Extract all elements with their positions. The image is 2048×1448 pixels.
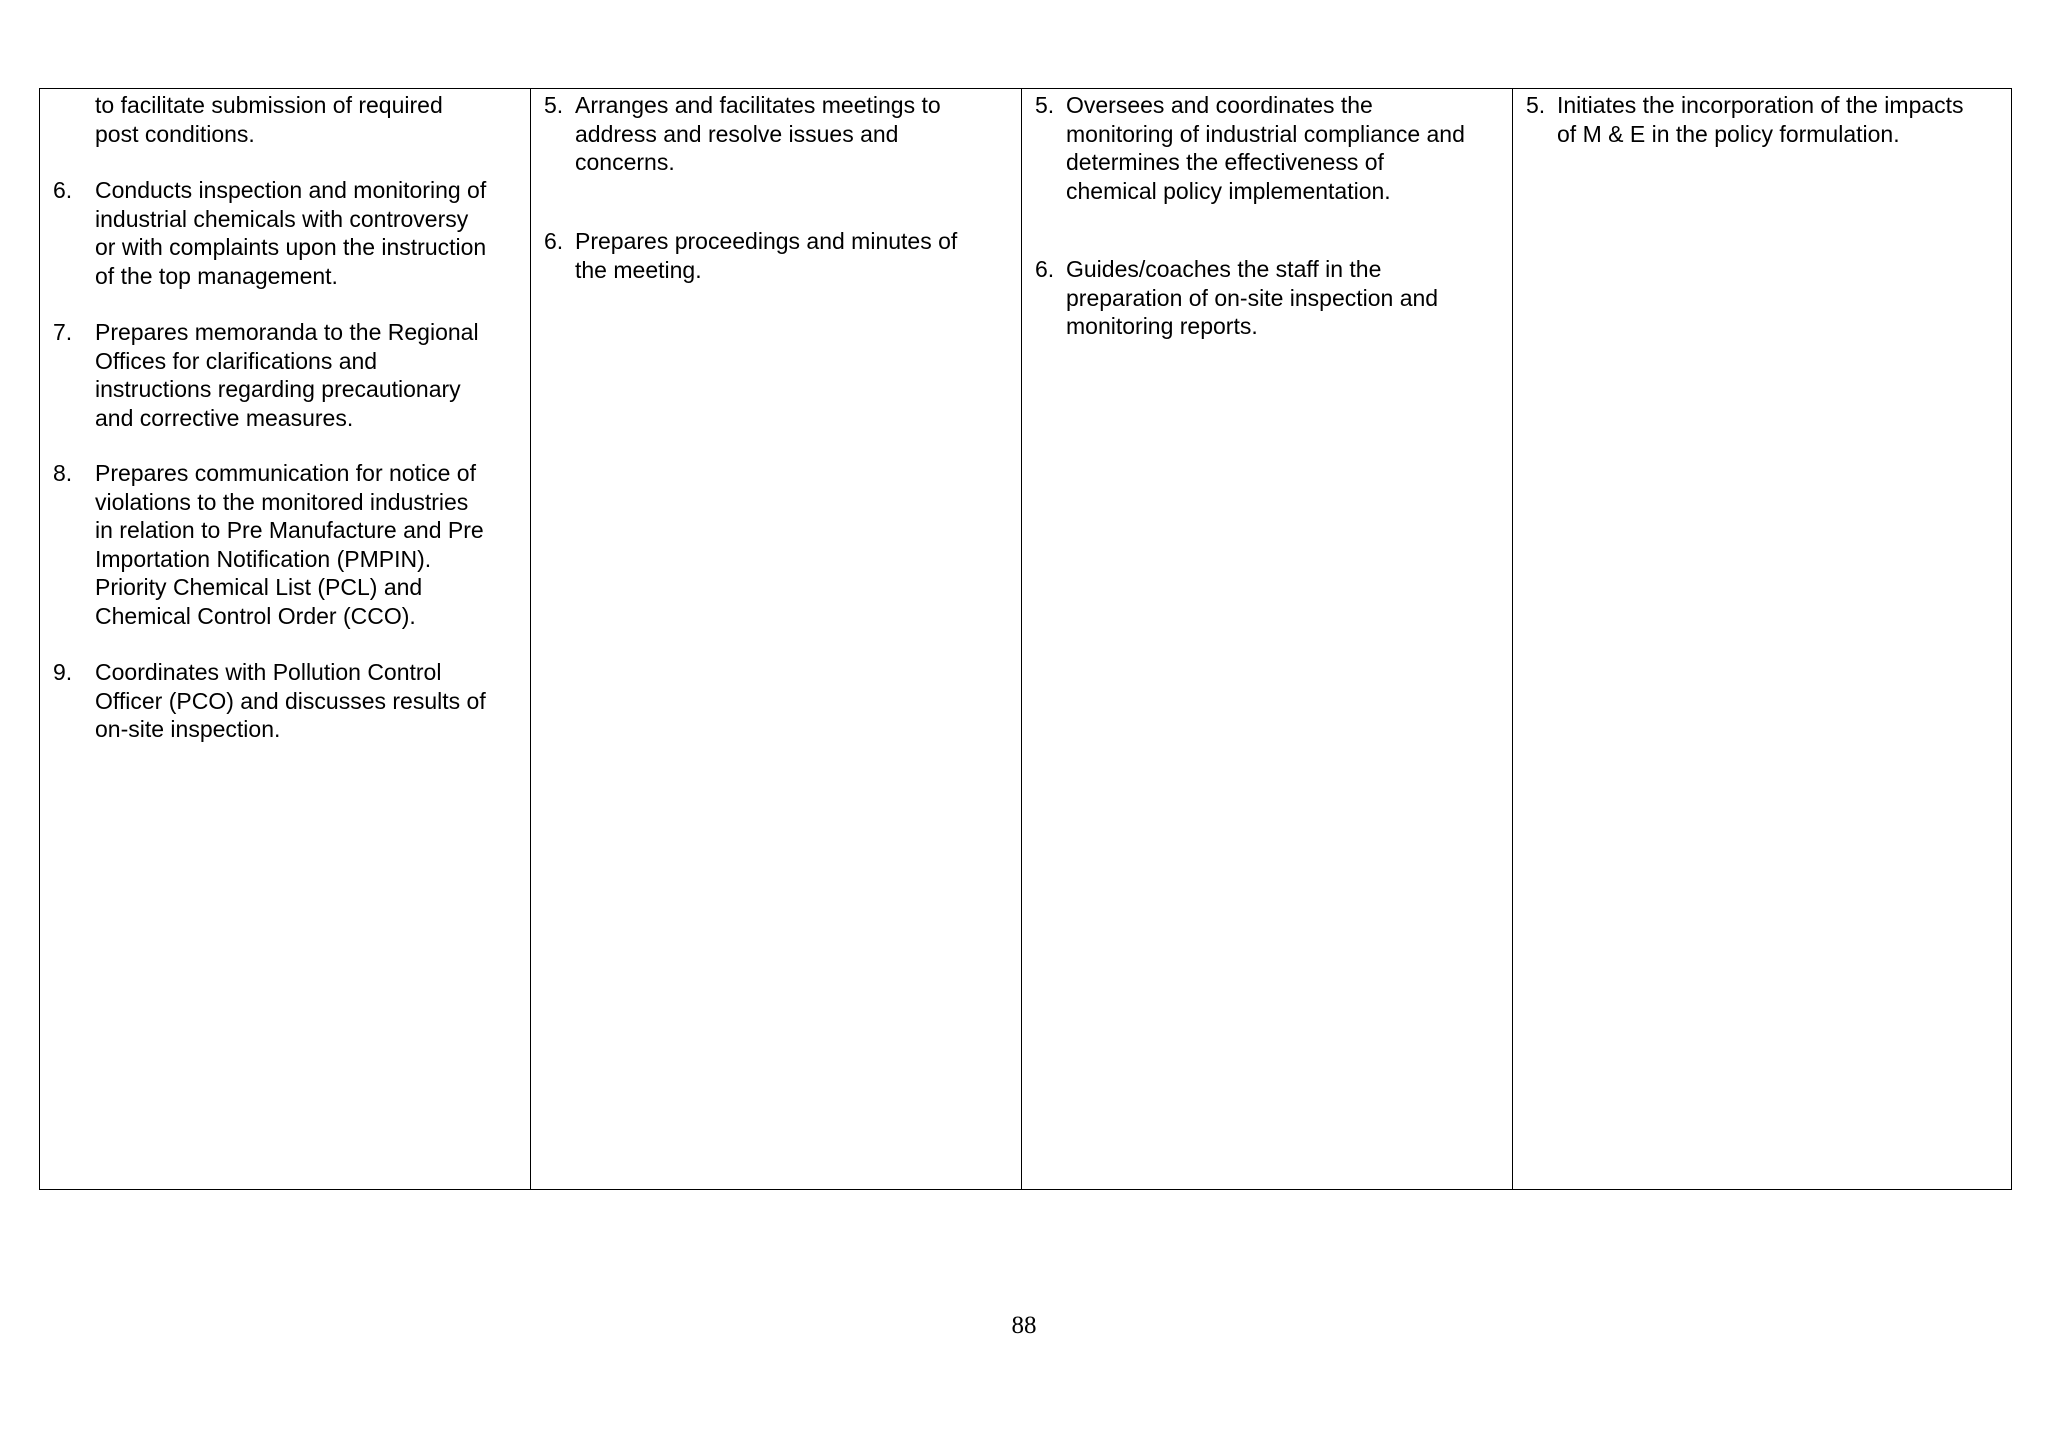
list-item-text: Prepares proceedings and minutes of the meeting. xyxy=(575,228,958,283)
list-item-number: 7. xyxy=(53,319,73,345)
list-item-text: Arranges and facilitates meetings to address and resolve issues and concerns. xyxy=(575,92,941,175)
list-item-number: 5. xyxy=(1035,92,1055,118)
list-item-number: 9. xyxy=(53,659,73,685)
list-item-text: Coordinates with Pollution Control Officer (PCO) and discusses results of on-site inspection. xyxy=(95,659,486,742)
list-item-text: to facilitate submission of required post conditions. xyxy=(95,92,443,147)
list-item-text: Prepares communication for notice of violations to the monitored industries in relation to Pre Manufacture and Pre Importation Notification (PMPIN). Priority Chemical List (PCL) and Chemical Control Order (CCO). xyxy=(95,460,484,629)
list-item-text: Oversees and coordinates the monitoring of industrial compliance and determines the effectiveness of chemical policy implementation. xyxy=(1066,92,1465,204)
list-item-text: Guides/coaches the staff in the preparation of on-site inspection and monitoring reports. xyxy=(1066,256,1439,339)
table-cell-col4 xyxy=(1513,89,2012,1190)
list-item-number: 6. xyxy=(1035,256,1055,282)
list-item xyxy=(53,658,523,744)
list-item-continuation xyxy=(53,91,523,148)
table-cell-col1 xyxy=(40,89,531,1190)
list-item-number: 6. xyxy=(53,177,73,203)
list-item xyxy=(53,459,523,630)
list-item-number: 6. xyxy=(544,228,564,254)
page-number: 88 xyxy=(1011,1312,1037,1339)
list-item xyxy=(544,227,1014,284)
list-item-text: Conducts inspection and monitoring of industrial chemicals with controversy or with complaints upon the instruction of the top management. xyxy=(95,177,487,289)
list-item xyxy=(544,91,1014,177)
list-item xyxy=(1035,91,1505,205)
table-cell-col3 xyxy=(1022,89,1513,1190)
duties-table xyxy=(39,88,2012,1190)
list-item xyxy=(1526,91,2011,148)
list-item-text: Initiates the incorporation of the impacts of M & E in the policy formulation. xyxy=(1557,92,1964,147)
table-cell-col2 xyxy=(531,89,1022,1190)
list-item-text: Prepares memoranda to the Regional Offices for clarifications and instructions regarding precautionary and corrective measures. xyxy=(95,319,479,431)
list-item xyxy=(53,318,523,432)
list-item-number: 8. xyxy=(53,460,73,486)
list-item-number: 5. xyxy=(544,92,564,118)
list-item xyxy=(53,176,523,290)
list-item xyxy=(1035,255,1505,341)
table-row xyxy=(40,89,2012,1190)
list-item-number: 5. xyxy=(1526,92,1546,118)
